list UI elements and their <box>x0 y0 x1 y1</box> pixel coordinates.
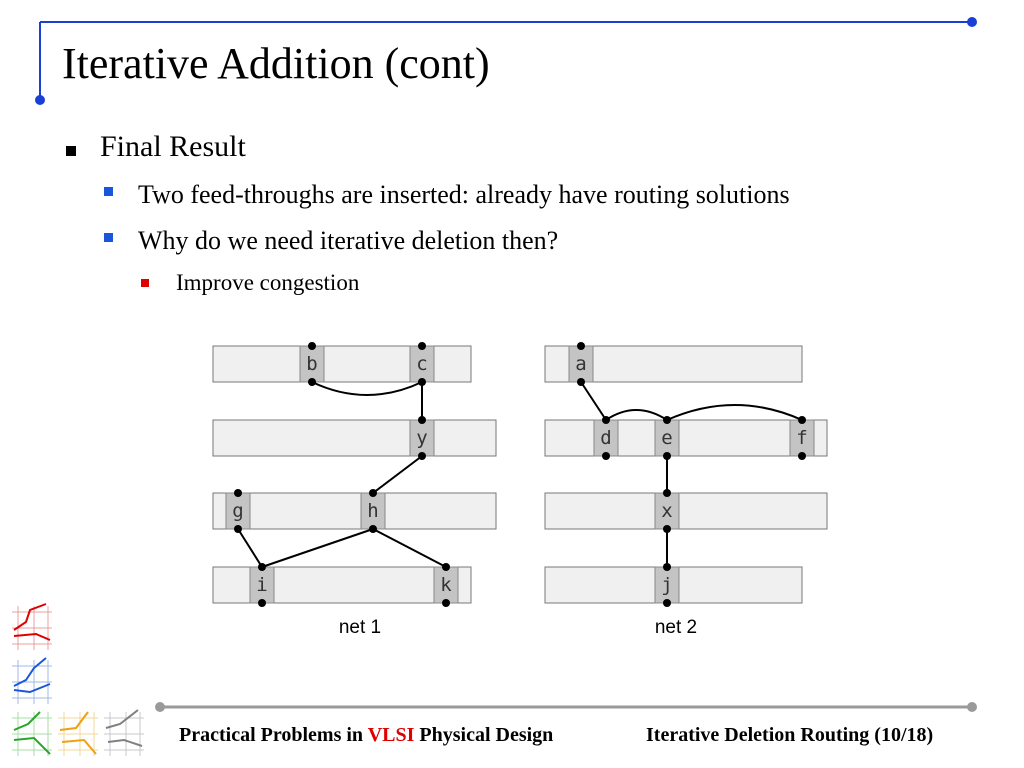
pin-label-k: k <box>440 574 452 596</box>
pin-label-x: x <box>661 500 673 522</box>
footer-course-post: Physical Design <box>419 724 554 746</box>
pin-label-j: j <box>661 574 673 596</box>
bullet-final-result: Final Result <box>100 130 246 163</box>
pin-label-f: f <box>796 427 808 449</box>
footer-slide-number: Iterative Deletion Routing (10/18) <box>646 724 934 746</box>
pin-label-a: a <box>575 353 587 375</box>
bullet-why-deletion: Why do we need iterative deletion then? <box>138 226 559 255</box>
slide-title: Iterative Addition (cont) <box>62 39 490 88</box>
pin-label-h: h <box>367 500 379 522</box>
pin-label-g: g <box>232 500 244 522</box>
pin-label-i: i <box>256 574 268 596</box>
bullet-feed-throughs: Two feed-throughs are inserted: already have routing solutions <box>138 180 790 209</box>
pin-label-b: b <box>306 353 318 375</box>
net1-label: net 1 <box>338 617 382 638</box>
footer-course-title <box>179 724 553 747</box>
pin-label-c: c <box>416 353 428 375</box>
bullet-improve-congestion: Improve congestion <box>176 270 360 295</box>
net2-label: net 2 <box>654 617 698 638</box>
pin-label-e: e <box>661 427 673 449</box>
footer-course-pre: Practical Problems in <box>179 724 364 746</box>
footer-course-vlsi: VLSI <box>367 724 415 746</box>
pin-label-d: d <box>600 427 612 449</box>
pin-label-y: y <box>416 427 428 449</box>
